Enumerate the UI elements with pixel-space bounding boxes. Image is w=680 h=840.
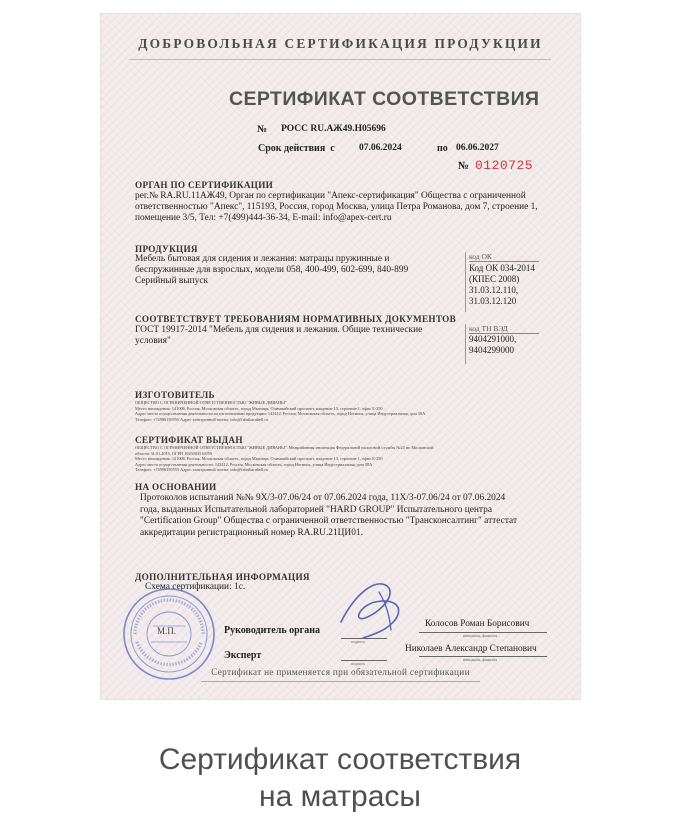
product-line: Мебель бытовая для сидения и лежания: матрацы пружинные и bbox=[135, 254, 390, 264]
expert-signature-label: подпись bbox=[351, 661, 365, 666]
basis-line: Протоколов испытаний №№ 9Х/3-07.06/24 от 07.06.2024 года, 11Х/3-07.06/24 от 07.06.2024 bbox=[140, 493, 506, 503]
ok-code: Код ОК 034-2014 bbox=[469, 263, 535, 273]
head-initials-label: инициалы, фамилия bbox=[463, 633, 498, 638]
org-heading: ОРГАН ПО СЕРТИФИКАЦИИ bbox=[135, 180, 274, 190]
basis-line: аккредитации регистрационный номер RA.RU.21ЦИ01. bbox=[140, 527, 363, 538]
code-divider bbox=[465, 252, 466, 312]
valid-to-date: 06.06.2027 bbox=[456, 143, 499, 153]
ok-code: 31.03.12.120 bbox=[469, 296, 517, 306]
head-label: Руководитель органа bbox=[224, 625, 320, 636]
compliance-block bbox=[135, 325, 422, 347]
valid-from-date: 07.06.2024 bbox=[359, 143, 402, 153]
expert-name: Николаев Александр Степанович bbox=[405, 644, 537, 654]
certificate-header: ДОБРОВОЛЬНАЯ СЕРТИФИКАЦИЯ ПРОДУКЦИИ bbox=[138, 36, 543, 51]
issued-block bbox=[135, 445, 433, 473]
ok-code: (КПЕС 2008) bbox=[469, 274, 520, 284]
validity-label: Срок действия с bbox=[258, 143, 335, 154]
certificate-document bbox=[101, 14, 580, 699]
head-name: Колосов Роман Борисович bbox=[425, 619, 530, 629]
additional-heading: ДОПОЛНИТЕЛЬНАЯ ИНФОРМАЦИЯ bbox=[135, 572, 310, 582]
product-heading: ПРОДУКЦИЯ bbox=[135, 244, 198, 254]
caption bbox=[0, 741, 680, 815]
product-line: Серийный выпуск bbox=[135, 276, 209, 286]
manufacturer-line: Адрес места осуществления деятельности по изготовлению продукции: 142412, Россия, Московская область, город Ногинск, улица Индустриальная, дом 38А bbox=[135, 411, 426, 417]
certificate-number: РОСС RU.АЖ49.Н05696 bbox=[281, 124, 386, 134]
issued-line: Телефон: +74996159555 Адрес электронной почты: info@fabrikarubell.ru bbox=[135, 467, 268, 473]
tnved-codes bbox=[469, 334, 516, 356]
compliance-line: ГОСТ 19917-2014 "Мебель для сидения и лежания. Общие технические bbox=[135, 325, 423, 335]
compliance-heading: СООТВЕТСТВУЕТ ТРЕБОВАНИЯМ НОРМАТИВНЫХ ДОКУМЕНТОВ bbox=[135, 314, 457, 324]
manufacturer-line: Место нахождения: 141006, Россия, Московская область, город Мытищи, Олимпийский проспект, владение 13, строение 1, офис Б-250 bbox=[135, 405, 383, 411]
org-line: ответственностью "Апекс", 115193, Россия, город Москва, улица Петра Романова, дом 7, строение 1, bbox=[135, 202, 538, 212]
org-line: помещение 3/5, Тел: +7(499)444-36-34, E-mail: info@apex-cert.ru bbox=[135, 213, 392, 223]
tnved-code: 9404291000, bbox=[469, 334, 517, 344]
code-divider bbox=[465, 324, 466, 364]
ok-codes bbox=[469, 263, 535, 307]
additional-line: Схема сертификации: 1с. bbox=[145, 582, 246, 592]
tnved-code-label: код ТН ВЭД bbox=[469, 324, 539, 334]
caption-line-1: Сертификат соответствия bbox=[158, 743, 522, 776]
basis-block bbox=[140, 493, 517, 539]
manufacturer-line: Телефон: +74996159555 Адрес электронной почты: info@fabrikarubell.ru bbox=[135, 416, 268, 422]
stamp-text: М.П. bbox=[157, 626, 177, 636]
expert-label: Эксперт bbox=[224, 650, 262, 661]
basis-heading: НА ОСНОВАНИИ bbox=[135, 482, 217, 492]
issued-line: Адрес места осуществления деятельности: 142412, Россия, Московская область, город Ногинск, улица Индустриальная, дом 38А bbox=[135, 461, 373, 467]
tnved-code: 9404299000 bbox=[469, 345, 514, 355]
issued-line: области 31.01.2019, ОГРН 1025003516959 bbox=[135, 450, 213, 456]
issued-line: ОБЩЕСТВО С ОГРАНИЧЕННОЙ ОТВЕТСТВЕННОСТЬЮ "ЖИВЫЕ ДИВАНЫ". Межрайонная инспекция Федеральной налоговой службы №23 по Московской bbox=[135, 445, 434, 450]
product-line: беспружинные для взрослых, модели 058, 400-499, 602-699, 840-899 bbox=[135, 265, 409, 275]
serial-number: 0120725 bbox=[475, 158, 534, 173]
product-block bbox=[135, 254, 408, 287]
manufacturer-heading: ИЗГОТОВИТЕЛЬ bbox=[135, 390, 215, 400]
validity-to-label: по bbox=[437, 143, 448, 154]
manufacturer-line: ОБЩЕСТВО С ОГРАНИЧЕННОЙ ОТВЕТСТВЕННОСТЬЮ "ЖИВЫЕ ДИВАНЫ" bbox=[135, 400, 287, 405]
issued-heading: СЕРТИФИКАТ ВЫДАН bbox=[135, 435, 243, 445]
basis-line: года, выданных Испытательной лабораторией "HARD GROUP" Испытательного центра bbox=[140, 504, 492, 515]
basis-line: "Certification Group" Общества с ограниченной ответственностью "Трансконсалтинг" аттестат bbox=[140, 516, 518, 526]
ok-code-label: код ОК bbox=[469, 252, 539, 262]
head-signature-label: подпись bbox=[351, 639, 365, 644]
compliance-line: условия" bbox=[135, 336, 171, 346]
serial-label: № bbox=[458, 160, 470, 172]
ok-code: 31.03.12.110, bbox=[469, 285, 519, 295]
org-block bbox=[135, 191, 575, 224]
header-divider bbox=[129, 59, 551, 60]
signature-icon bbox=[335, 572, 415, 644]
caption-line-2: на матрасы bbox=[259, 780, 421, 813]
footer-divider bbox=[201, 681, 480, 682]
manufacturer-block bbox=[135, 400, 425, 422]
certificate-title: СЕРТИФИКАТ СООТВЕТСТВИЯ bbox=[229, 88, 540, 110]
number-label: № bbox=[257, 124, 268, 135]
issued-line: Место нахождения: 141006, Россия, Московская область, город Мытищи, Олимпийский проспект, владение 13, строение 1, офис Б-250 bbox=[135, 456, 383, 462]
org-line: рег.№ RA.RU.11АЖ49, Орган по сертификации "Апекс-сертификация" Общества с ограниченной bbox=[135, 191, 526, 201]
expert-initials-label: инициалы, фамилия bbox=[463, 657, 498, 662]
certificate-footer: Сертификат не применяется при обязательной сертификации bbox=[211, 668, 470, 678]
